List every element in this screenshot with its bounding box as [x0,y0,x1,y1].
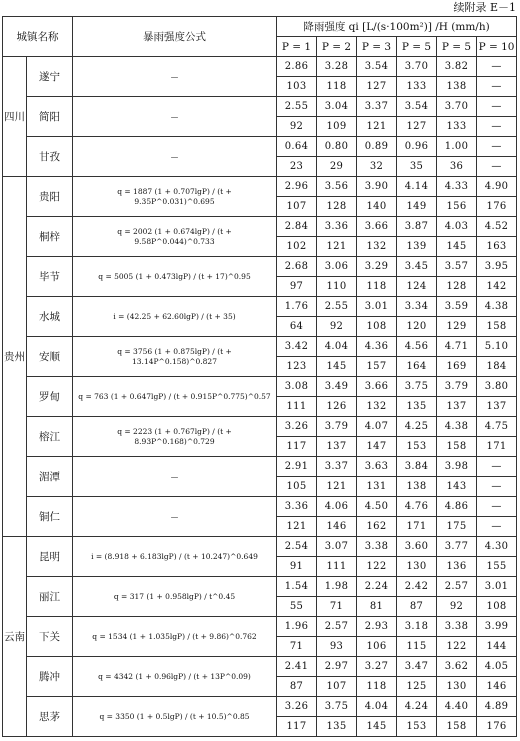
storm-intensity-formula: q = 3756 (1 + 0.875lgP) / (t + 13.14P^0.158)^0.827 [73,337,277,377]
intensity-q-cell: 0.80 [317,137,357,157]
intensity-q-cell: 3.54 [397,97,437,117]
intensity-q-cell: 1.76 [277,297,317,317]
intensity-h-cell: 142 [477,277,517,297]
intensity-h-cell: 158 [477,317,517,337]
table-row [3,337,517,357]
intensity-q-cell: 3.36 [277,497,317,517]
intensity-q-cell: 1.96 [277,617,317,637]
intensity-h-cell: 55 [277,597,317,617]
intensity-h-cell: 71 [277,637,317,657]
city-name: 铜仁 [27,497,73,537]
intensity-q-cell: 4.06 [317,497,357,517]
intensity-h-cell: 128 [437,277,477,297]
table-row [3,617,517,637]
intensity-h-cell: 115 [397,637,437,657]
intensity-q-cell: 3.99 [477,617,517,637]
storm-intensity-formula: q = 317 (1 + 0.958lgP) / t^0.45 [73,577,277,617]
intensity-q-cell: 2.84 [277,217,317,237]
table-row [3,97,517,117]
intensity-q-cell: 2.97 [317,657,357,677]
intensity-q-cell: 4.24 [397,697,437,717]
intensity-h-cell: 144 [477,637,517,657]
intensity-h-cell: 149 [397,197,437,217]
city-name: 榕江 [27,417,73,457]
intensity-h-cell: 153 [397,437,437,457]
intensity-h-cell: — [477,517,517,537]
intensity-h-cell: 132 [357,237,397,257]
intensity-q-cell: 2.57 [317,617,357,637]
city-name: 毕节 [27,257,73,297]
city-name: 丽江 [27,577,73,617]
city-name: 思茅 [27,697,73,737]
intensity-h-cell: 118 [357,677,397,697]
intensity-h-cell: 122 [357,557,397,577]
intensity-q-cell: 3.29 [357,257,397,277]
intensity-q-cell: 4.36 [357,337,397,357]
intensity-q-cell: 3.84 [397,457,437,477]
intensity-q-cell: 3.79 [437,377,477,397]
intensity-q-cell: 4.38 [477,297,517,317]
intensity-q-cell: 3.62 [437,657,477,677]
intensity-q-cell: 1.54 [277,577,317,597]
intensity-h-cell: 108 [477,597,517,617]
intensity-q-cell: 3.37 [317,457,357,477]
intensity-q-cell: 3.63 [357,457,397,477]
intensity-q-cell: 4.71 [437,337,477,357]
intensity-h-cell: 122 [437,637,477,657]
intensity-q-cell: — [477,97,517,117]
intensity-h-cell: 153 [397,717,437,737]
intensity-h-cell: 120 [397,317,437,337]
table-row [3,57,517,77]
city-name: 甘孜 [27,137,73,177]
storm-intensity-formula: — [73,97,277,137]
intensity-q-cell: 3.59 [437,297,477,317]
intensity-h-cell: 64 [277,317,317,337]
table-row [3,257,517,277]
intensity-h-cell: 81 [357,597,397,617]
intensity-h-cell: 158 [437,717,477,737]
intensity-q-cell: 3.66 [357,377,397,397]
intensity-h-cell: 184 [477,357,517,377]
intensity-h-cell: 132 [357,397,397,417]
storm-intensity-formula: q = 1887 (1 + 0.707lgP) / (t + 9.35P^0.031)^0.695 [73,177,277,217]
intensity-h-cell: 103 [277,77,317,97]
table-caption: 续附录 E－1 [453,1,516,14]
storm-intensity-formula: q = 3350 (1 + 0.5lgP) / (t + 10.5)^0.85 [73,697,277,737]
intensity-h-cell: 121 [317,477,357,497]
storm-intensity-formula: — [73,497,277,537]
province-name: 四川 [3,57,27,177]
intensity-h-cell: 171 [477,437,517,457]
intensity-h-cell: 97 [277,277,317,297]
storm-intensity-formula: q = 763 (1 + 0.647lgP) / (t + 0.915P^0.775)^0.57 [73,377,277,417]
intensity-h-cell: 133 [397,77,437,97]
intensity-h-cell: 138 [397,477,437,497]
intensity-q-cell: 4.40 [437,697,477,717]
intensity-h-cell: 93 [317,637,357,657]
intensity-h-cell: 157 [357,357,397,377]
intensity-h-cell: 123 [277,357,317,377]
intensity-q-cell: 3.08 [277,377,317,397]
intensity-q-cell: 1.00 [437,137,477,157]
intensity-q-cell: 3.82 [437,57,477,77]
intensity-q-cell: 3.45 [397,257,437,277]
intensity-q-cell: 3.95 [477,257,517,277]
intensity-h-cell: — [477,477,517,497]
intensity-h-cell: 135 [397,397,437,417]
intensity-h-cell: 106 [357,637,397,657]
intensity-h-cell: 107 [277,197,317,217]
intensity-q-cell: — [477,57,517,77]
city-name: 昆明 [27,537,73,577]
intensity-q-cell: 3.75 [397,377,437,397]
intensity-h-cell: 143 [437,477,477,497]
intensity-q-cell: 3.77 [437,537,477,557]
intensity-h-cell: 109 [317,117,357,137]
intensity-q-cell: 3.38 [357,537,397,557]
intensity-q-cell: 4.07 [357,417,397,437]
intensity-h-cell: 118 [357,277,397,297]
intensity-h-cell: 92 [317,317,357,337]
intensity-q-cell: 1.98 [317,577,357,597]
intensity-q-cell: 4.03 [437,217,477,237]
intensity-h-cell: 125 [397,677,437,697]
intensity-h-cell: 121 [317,237,357,257]
intensity-q-cell: 3.04 [317,97,357,117]
intensity-q-cell: 3.54 [357,57,397,77]
intensity-h-cell: 32 [357,157,397,177]
storm-intensity-formula: — [73,57,277,97]
intensity-q-cell: 4.04 [317,337,357,357]
storm-intensity-formula: q = 2002 (1 + 0.674lgP) / (t + 9.58P^0.044)^0.733 [73,217,277,257]
intensity-h-cell: 102 [277,237,317,257]
intensity-h-cell: 128 [317,197,357,217]
intensity-q-cell: 4.52 [477,217,517,237]
intensity-h-cell: 111 [317,557,357,577]
intensity-q-cell: 3.01 [477,577,517,597]
intensity-q-cell: 4.05 [477,657,517,677]
intensity-h-cell: 87 [277,677,317,697]
intensity-h-cell: 155 [477,557,517,577]
table-row [3,537,517,557]
city-name: 罗甸 [27,377,73,417]
city-name: 遂宁 [27,57,73,97]
intensity-h-cell: 135 [317,717,357,737]
intensity-h-cell: 169 [437,357,477,377]
intensity-h-cell: 23 [277,157,317,177]
header-city-name: 城镇名称 [3,17,73,57]
rainfall-intensity-table [2,16,517,737]
intensity-q-cell: 3.70 [437,97,477,117]
header-p5: P = 5 [437,37,477,57]
intensity-q-cell: 3.75 [317,697,357,717]
intensity-q-cell: 4.38 [437,417,477,437]
intensity-q-cell: 4.86 [437,497,477,517]
header-p2: P = 2 [317,37,357,57]
table-row [3,137,517,157]
intensity-q-cell: 3.80 [477,377,517,397]
intensity-h-cell: 117 [277,717,317,737]
intensity-q-cell: 3.60 [397,537,437,557]
city-name: 贵阳 [27,177,73,217]
storm-intensity-formula: q = 2223 (1 + 0.767lgP) / (t + 8.93P^0.168)^0.729 [73,417,277,457]
province-name: 云南 [3,537,27,737]
intensity-h-cell: 176 [477,197,517,217]
intensity-h-cell: 71 [317,597,357,617]
intensity-h-cell: 121 [277,517,317,537]
intensity-q-cell: 3.01 [357,297,397,317]
intensity-h-cell: — [477,117,517,137]
table-row [3,417,517,437]
intensity-q-cell: 0.96 [397,137,437,157]
intensity-h-cell: — [477,77,517,97]
storm-intensity-formula: i = (8.918 + 6.183lgP) / (t + 10.247)^0.649 [73,537,277,577]
intensity-h-cell: 91 [277,557,317,577]
table-body [3,57,517,737]
city-name: 水城 [27,297,73,337]
intensity-q-cell: — [477,497,517,517]
storm-intensity-formula: q = 1534 (1 + 1.035lgP) / (t + 9.86)^0.762 [73,617,277,657]
intensity-h-cell: 156 [437,197,477,217]
table-row [3,177,517,197]
intensity-q-cell: 3.38 [437,617,477,637]
header-intensity: 降雨强度 qi [L/(s·100m²)] /H (mm/h) [277,17,517,37]
intensity-h-cell: 145 [437,237,477,257]
intensity-h-cell: 92 [277,117,317,137]
storm-intensity-formula: i = (42.25 + 62.60lgP) / (t + 35) [73,297,277,337]
intensity-h-cell: 127 [357,77,397,97]
intensity-h-cell: 110 [317,277,357,297]
intensity-q-cell: 3.27 [357,657,397,677]
intensity-q-cell: 3.70 [397,57,437,77]
intensity-h-cell: 129 [437,317,477,337]
intensity-h-cell: 133 [437,117,477,137]
intensity-q-cell: 3.49 [317,377,357,397]
intensity-q-cell: 4.50 [357,497,397,517]
intensity-q-cell: 4.75 [477,417,517,437]
intensity-h-cell: 140 [357,197,397,217]
intensity-h-cell: 130 [397,557,437,577]
city-name: 腾冲 [27,657,73,697]
intensity-h-cell: 176 [477,717,517,737]
intensity-q-cell: 3.47 [397,657,437,677]
intensity-h-cell: 137 [437,397,477,417]
intensity-h-cell: 107 [317,677,357,697]
intensity-q-cell: 3.37 [357,97,397,117]
intensity-q-cell: 3.66 [357,217,397,237]
intensity-q-cell: 3.56 [317,177,357,197]
intensity-q-cell: 3.87 [397,217,437,237]
intensity-h-cell: 108 [357,317,397,337]
intensity-h-cell: 158 [437,437,477,457]
intensity-h-cell: 137 [317,437,357,457]
intensity-h-cell: 147 [357,437,397,457]
intensity-h-cell: 121 [357,117,397,137]
intensity-q-cell: 3.90 [357,177,397,197]
intensity-q-cell: 2.86 [277,57,317,77]
intensity-h-cell: 126 [317,397,357,417]
intensity-q-cell: — [477,137,517,157]
intensity-q-cell: 5.10 [477,337,517,357]
storm-intensity-formula: q = 4342 (1 + 0.96lgP) / (t + 13P^0.09) [73,657,277,697]
intensity-h-cell: 29 [317,157,357,177]
intensity-q-cell: 2.68 [277,257,317,277]
intensity-h-cell: 87 [397,597,437,617]
table-row [3,497,517,517]
header-p1: P = 1 [277,37,317,57]
intensity-q-cell: 3.42 [277,337,317,357]
intensity-q-cell: 2.42 [397,577,437,597]
intensity-q-cell: 2.55 [317,297,357,317]
intensity-q-cell: 3.06 [317,257,357,277]
header-p3: P = 3 [357,37,397,57]
intensity-q-cell: 4.33 [437,177,477,197]
intensity-q-cell: 4.76 [397,497,437,517]
intensity-q-cell: 3.18 [397,617,437,637]
intensity-h-cell: 139 [397,237,437,257]
intensity-h-cell: 131 [357,477,397,497]
intensity-q-cell: 0.64 [277,137,317,157]
intensity-q-cell: 2.54 [277,537,317,557]
intensity-q-cell: 0.89 [357,137,397,157]
table-row [3,217,517,237]
city-name: 湄潭 [27,457,73,497]
table-row [3,697,517,717]
intensity-h-cell: 136 [437,557,477,577]
header-formula: 暴雨强度公式 [73,17,277,57]
storm-intensity-formula: — [73,457,277,497]
intensity-h-cell: 162 [357,517,397,537]
table-row [3,657,517,677]
intensity-h-cell: 118 [317,77,357,97]
intensity-h-cell: 146 [477,677,517,697]
intensity-q-cell: 3.26 [277,697,317,717]
intensity-q-cell: 3.57 [437,257,477,277]
intensity-h-cell: 146 [317,517,357,537]
intensity-q-cell: 4.56 [397,337,437,357]
intensity-q-cell: 3.34 [397,297,437,317]
intensity-q-cell: 2.41 [277,657,317,677]
intensity-q-cell: — [477,457,517,477]
intensity-q-cell: 2.55 [277,97,317,117]
table-row [3,377,517,397]
intensity-q-cell: 3.98 [437,457,477,477]
intensity-h-cell: 175 [437,517,477,537]
intensity-h-cell: 138 [437,77,477,97]
table-row [3,457,517,477]
intensity-q-cell: 3.26 [277,417,317,437]
province-name: 贵州 [3,177,27,537]
intensity-h-cell: 36 [437,157,477,177]
storm-intensity-formula: q = 5005 (1 + 0.473lgP) / (t + 17)^0.95 [73,257,277,297]
intensity-q-cell: 4.14 [397,177,437,197]
intensity-h-cell: 127 [397,117,437,137]
city-name: 简阳 [27,97,73,137]
intensity-h-cell: 145 [317,357,357,377]
table-row [3,297,517,317]
intensity-q-cell: 4.90 [477,177,517,197]
intensity-q-cell: 3.28 [317,57,357,77]
header-p4: P = 5 [397,37,437,57]
intensity-q-cell: 3.36 [317,217,357,237]
intensity-h-cell: 130 [437,677,477,697]
intensity-q-cell: 4.30 [477,537,517,557]
city-name: 桐梓 [27,217,73,257]
intensity-h-cell: 171 [397,517,437,537]
intensity-h-cell: 111 [277,397,317,417]
intensity-q-cell: 4.25 [397,417,437,437]
intensity-q-cell: 2.96 [277,177,317,197]
intensity-h-cell: 124 [397,277,437,297]
intensity-q-cell: 3.79 [317,417,357,437]
intensity-h-cell: 92 [437,597,477,617]
storm-intensity-formula: — [73,137,277,177]
intensity-h-cell: 137 [477,397,517,417]
intensity-q-cell: 4.89 [477,697,517,717]
table-row [3,577,517,597]
city-name: 安顺 [27,337,73,377]
intensity-h-cell: 163 [477,237,517,257]
intensity-q-cell: 2.93 [357,617,397,637]
header-p10: P = 10 [477,37,517,57]
intensity-h-cell: 145 [357,717,397,737]
intensity-q-cell: 2.91 [277,457,317,477]
city-name: 下关 [27,617,73,657]
intensity-h-cell: 117 [277,437,317,457]
intensity-q-cell: 2.24 [357,577,397,597]
intensity-h-cell: 105 [277,477,317,497]
intensity-q-cell: 2.57 [437,577,477,597]
intensity-q-cell: 3.07 [317,537,357,557]
intensity-h-cell: — [477,157,517,177]
intensity-h-cell: 164 [397,357,437,377]
intensity-h-cell: 35 [397,157,437,177]
intensity-q-cell: 4.04 [357,697,397,717]
